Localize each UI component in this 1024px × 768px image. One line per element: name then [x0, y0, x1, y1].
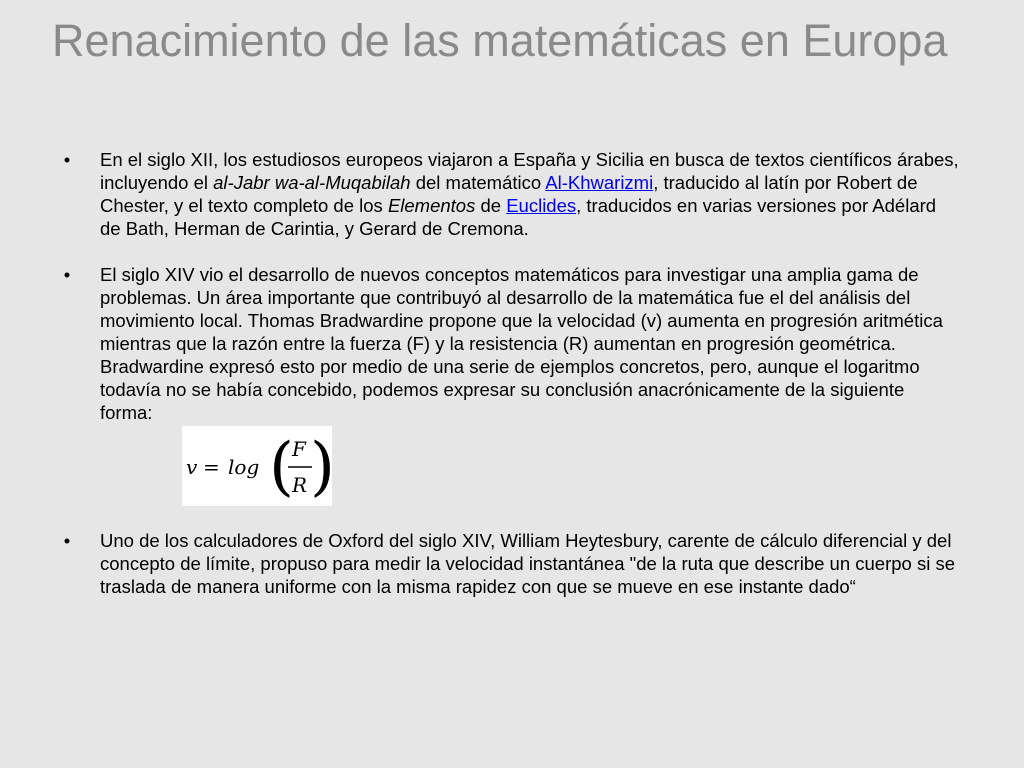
bullet-text: El siglo XIV vio el desarrollo de nuevos conceptos matemáticos para investigar una amplia gama de problemas. Un área importante que contribuyó al desarrollo de la matemática fue el del análisis del movimiento local. Thomas Bradwardine propone que la velocidad (v) aumenta en progresión aritmética mientras que la razón entre la fuerza (F) y la resistencia (R) aumentan en progresión geométrica. Bradwardine expresó esto por medio de una serie de ejemplos concretos, pero, aunque el logaritmo todavía no se había concebido, podemos expresar su conclusión anacrónicamente de la siguiente forma: [100, 264, 943, 423]
formula-right-paren: ) [310, 430, 335, 504]
link-euclides[interactable]: Euclides [506, 195, 577, 216]
bullet-text: del matemático [410, 172, 546, 193]
formula-log: log [228, 455, 260, 479]
formula-left-paren: ( [269, 430, 294, 504]
bullet-text: Uno de los calculadores de Oxford del siglo XIV, William Heytesbury, carente de cálculo diferencial y del concepto de límite, propuso para medir la velocidad instantánea "de la ruta que describe un cuerpo si se traslada de manera uniforme con la misma rapidez con que se mueve en ese instante dado“ [100, 530, 956, 597]
bullet-text: En el siglo XII, los estudiosos europeos viajaron a España y Sicilia en busca de textos científicos árabes, incluyendo el [100, 149, 959, 193]
formula-numerator: F [292, 437, 306, 461]
bullet-text: , traducidos en varias versiones por Adélard de Bath, Herman de Carintia, y Gerard de Cremona. [100, 195, 937, 239]
bullet-icon: • [63, 149, 71, 170]
bullet-item [60, 529, 960, 598]
formula-equals: = [203, 455, 220, 479]
bullet-item [60, 148, 960, 240]
bullet-icon: • [63, 264, 71, 285]
link-al-khwarizmi[interactable]: Al-Khwarizmi [545, 172, 654, 193]
bullet-text: , traducido al latín por Robert de Chester, y el texto completo de los [100, 172, 918, 216]
slide-title: Renacimiento de las matemáticas en Europa [52, 15, 948, 66]
bullet-list [60, 148, 960, 621]
bullet-item [60, 263, 960, 506]
formula-lhs: v [186, 455, 198, 479]
italic-title: Elementos [387, 195, 476, 216]
formula-image [182, 426, 335, 506]
italic-title: al-Jabr wa-al-Muqabilah [213, 172, 411, 193]
bullet-text: de [475, 195, 507, 216]
formula-denominator: R [292, 473, 308, 497]
bullet-icon: • [63, 530, 71, 551]
